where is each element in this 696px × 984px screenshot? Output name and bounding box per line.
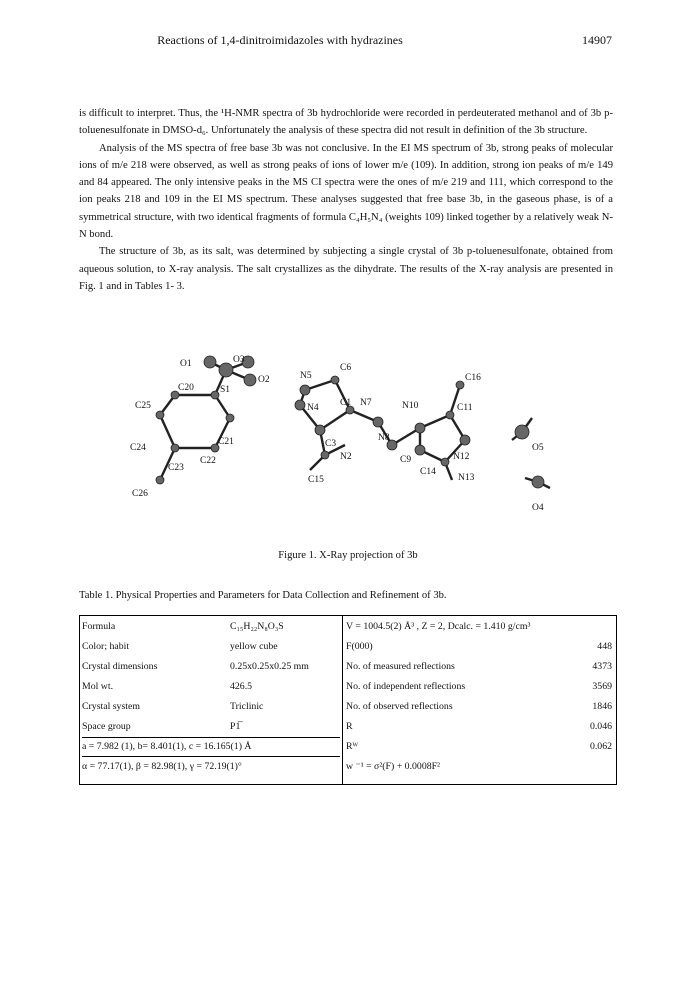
table-row [346,658,612,676]
table-row [82,718,340,736]
row-value: 0.062 [589,741,612,752]
data-table [79,615,617,785]
body-text [79,105,613,295]
paragraph-3: The structure of 3b, as its salt, was determined by subjecting a single crystal of 3b p-toluenesulfonate, obtained from aqueous solution, to X-ray analysis. The salt crystallizes as the dihydrate. The results of the X-ray analysis are presented in Fig. 1 and in Tables 1- 3. [79,246,613,292]
atom-label: O1 [180,359,192,369]
row-label: F(000) [346,641,373,652]
row-label: R [346,721,353,732]
page-number: 14907 [582,33,612,47]
atom-label: C15 [308,475,324,485]
table-row [82,618,340,636]
table-row [82,758,340,776]
row-label: V = 1004.5(2) Å³ , Z = 2, Dcalc. = 1.410 g/cm³ [346,621,531,632]
atom-label: C22 [200,456,216,466]
atom-label: C6 [340,363,352,373]
table-row [82,638,340,656]
table-row [346,758,612,776]
atom-label: C1 [340,398,352,408]
row-value: 1846 [592,701,612,712]
row-label: No. of measured reflections [346,661,455,672]
paragraph-1: is difficult to interpret. Thus, the ¹H-NMR spectra of 3b hydrochloride were recorded in perdeuterated methanol and of 3b p-toluenesulfonate in DMSO-d₆. Unfortunately the analysis of these spectra did not result in definition of the 3b structure. [79,108,613,137]
atom-label: N5 [300,371,312,381]
row-value: P1̅ [230,721,241,732]
atom-label: S1 [220,385,231,395]
row-value: C₁₅H₂₂N₈O₃S [230,621,284,632]
row-label: Color; habit [82,641,130,652]
figure-caption: Figure 1. X-Ray projection of 3b [278,550,418,561]
table-top-rule [80,615,616,616]
row-value: 4373 [592,661,612,672]
table-row [346,738,612,756]
row-label: Crystal system [82,701,140,712]
atom-label: C20 [178,383,194,393]
table-row [346,678,612,696]
table-row [346,718,612,736]
row-value: 426.5 [230,681,253,692]
molecule-drawing [120,355,580,520]
row-label: Crystal dimensions [82,661,158,672]
atom-label: C23 [168,463,184,473]
atom-label: N4 [307,403,319,413]
atom-label: O5 [532,443,544,453]
atom-label: C24 [130,443,146,453]
row-label: a = 7.982 (1), b= 8.401(1), c = 16.165(1) Å [82,741,252,752]
table-row [346,638,612,656]
table-row [82,698,340,716]
row-label: Space group [82,721,131,732]
row-value: 448 [597,641,612,652]
running-title: Reactions of 1,4-dinitroimidazoles with hydrazines [157,33,403,47]
row-label: w ⁻¹ = σ²(F) + 0.0008F² [346,761,440,772]
atom-label: N13 [458,473,475,483]
page-header [0,33,696,51]
atom-label: C14 [420,467,436,477]
table-row [82,678,340,696]
atom-label: C11 [457,403,473,413]
row-label: No. of observed reflections [346,701,453,712]
atom-label: C25 [135,401,151,411]
paragraph-2: Analysis of the MS spectra of free base 3b was not conclusive. In the EI MS spectrum of 3b, strong peaks of molecular ions of m/e 218 were observed, as well as strong peaks of ions of lower m/e (109). In addition, strong ion peaks of m/e 149 and 84 appeared. The only intensive peaks in the MS CI spectra were the ones of m/e 219 and 111, which correspond to the ion peaks 218 and 109 in the EI MS spectrum. These analyses suggested that free base 3b, in the gaseous phase, is of a symmetrical structure, with two identical fragments of formula C₄H₅N₄ (weights 109) linked together by a relatively weak N-N bond. [79,142,613,241]
table-row [82,658,340,676]
xray-projection-figure [120,355,580,520]
table-column-divider [342,616,343,784]
atom-label: N12 [453,452,470,462]
atom-label: O2 [258,375,270,385]
row-label: Rᵂ [346,741,358,752]
atom-label: C21 [218,437,234,447]
atom-label: C26 [132,489,148,499]
table-row [346,618,612,636]
row-label: Mol wt. [82,681,114,692]
atom-label: N8 [378,433,390,443]
atom-label: N2 [340,452,352,462]
table-row [82,737,340,757]
atom-label: C3 [325,439,337,449]
row-value: Triclinic [230,701,264,712]
atom-label: O3 [233,355,245,365]
atom-label: N10 [402,401,419,411]
atom-label: N7 [360,398,372,408]
row-label: α = 77.17(1), β = 82.98(1), γ = 72.19(1)° [82,761,242,772]
atom-label: O4 [532,503,544,513]
atom-label: C16 [465,373,481,383]
row-value: 3569 [592,681,612,692]
row-value: 0.25x0.25x0.25 mm [230,661,309,672]
row-label: No. of independent reflections [346,681,466,692]
row-value: yellow cube [230,641,278,652]
table-caption: Table 1. Physical Properties and Parameters for Data Collection and Refinement of 3b. [79,590,447,601]
table-row [346,698,612,716]
row-value: 0.046 [589,721,612,732]
atom-label: C9 [400,455,412,465]
row-label: Formula [82,621,116,632]
